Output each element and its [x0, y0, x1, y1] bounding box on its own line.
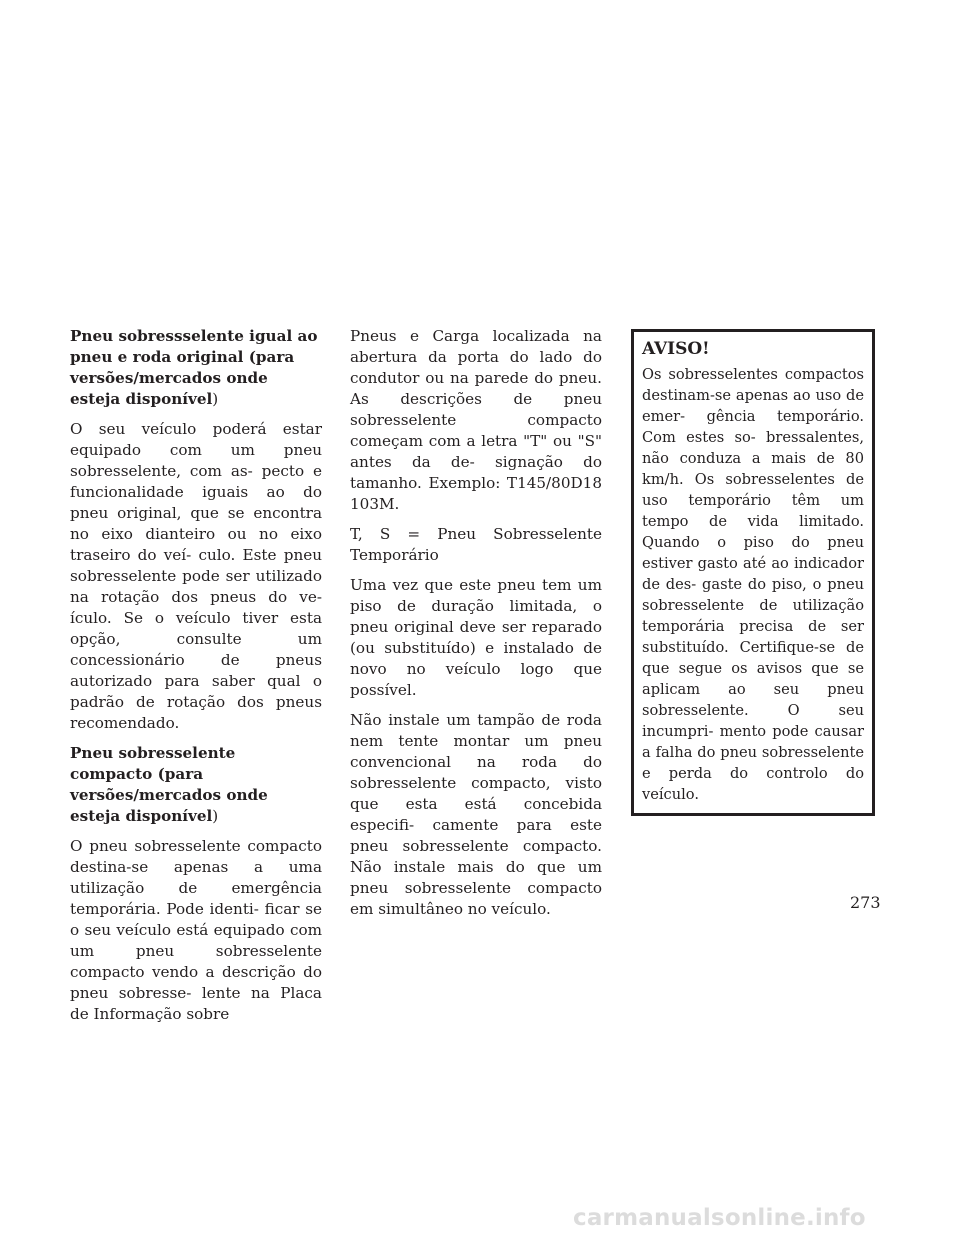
warning-text: Os sobresselentes compactos destinam-se apenas ao uso de emer- gência temporário. Com estes so- bressalentes, não conduza a mais de 80 km/h. Os sobresselentes de uso temporário têm um tempo de vida limitado. Quando o piso do pneu estiver gasto até ao indicador de des- gaste do piso, o pneu sobresselente de utilização temporária precisa de ser substituído. Certifique-se de que segue os avisos que se aplicam ao seu pneu sobresselente. O seu incumpri- mento pode causar a falha do pneu sobresselente e perda do controlo do veículo. — [642, 366, 864, 803]
heading-text: Pneu sobressselente igual ao pneu e roda original (para versões/mercados onde esteja disponível — [70, 327, 318, 408]
heading-text: Pneu sobresselente compacto (para versões/mercados onde esteja disponível — [70, 744, 268, 825]
heading-close-paren: ) — [212, 390, 219, 408]
paragraph-tire-placard: Pneus e Carga localizada na abertura da porta do lado do condutor ou na parede do pneu. As descrições de pneu sobresselente compacto começam com a letra "T" ou "S" antes da de- signação do tamanho. Exemplo: T145/80D18 103M. — [350, 327, 602, 513]
warning-title: AVISO! — [642, 339, 710, 359]
left-column — [70, 326, 322, 1034]
paragraph-identical-spare: O seu veículo poderá estar equipado com um pneu sobresselente, com as- pecto e funcionalidade iguais ao do pneu original, que se encontra no eixo dianteiro ou no eixo traseiro do veí- culo. Este pneu sobresselente pode ser utilizado na rotação dos pneus do ve- ículo. Se o veículo tiver esta opção, consulte um concessionário de pneus autorizado para saber qual o padrão de rotação dos pneus recomendado. — [70, 420, 322, 732]
paragraph-limited-tread: Uma vez que este pneu tem um piso de duração limitada, o pneu original deve ser reparado (ou substituído) e instalado de novo no veículo logo que possível. — [350, 576, 602, 699]
section-heading-identical-spare — [70, 326, 322, 410]
section-heading-compact-spare — [70, 743, 322, 827]
paragraph-temporary-spare-code: T, S = Pneu Sobresselente Temporário — [350, 525, 602, 564]
middle-column — [350, 326, 602, 929]
page-number: 273 — [850, 893, 881, 912]
paragraph-wheel-cover: Não instale um tampão de roda nem tente montar um pneu convencional na roda do sobresselente compacto, visto que esta está concebida especifi- camente para este pneu sobresselente compacto. Não instale mais do que um pneu sobresselente compacto em simultâneo no veículo. — [350, 711, 602, 918]
warning-box — [631, 329, 875, 816]
paragraph-compact-spare: O pneu sobresselente compacto destina-se apenas a uma utilização de emergência temporária. Pode identi- ficar se o seu veículo está equipado com um pneu sobresselente compacto vendo a descrição do pneu sobresse- lente na Placa de Informação sobre — [70, 837, 322, 1023]
heading-close-paren: ) — [212, 807, 219, 825]
watermark-logo: carmanualsonline.info — [573, 1205, 866, 1231]
